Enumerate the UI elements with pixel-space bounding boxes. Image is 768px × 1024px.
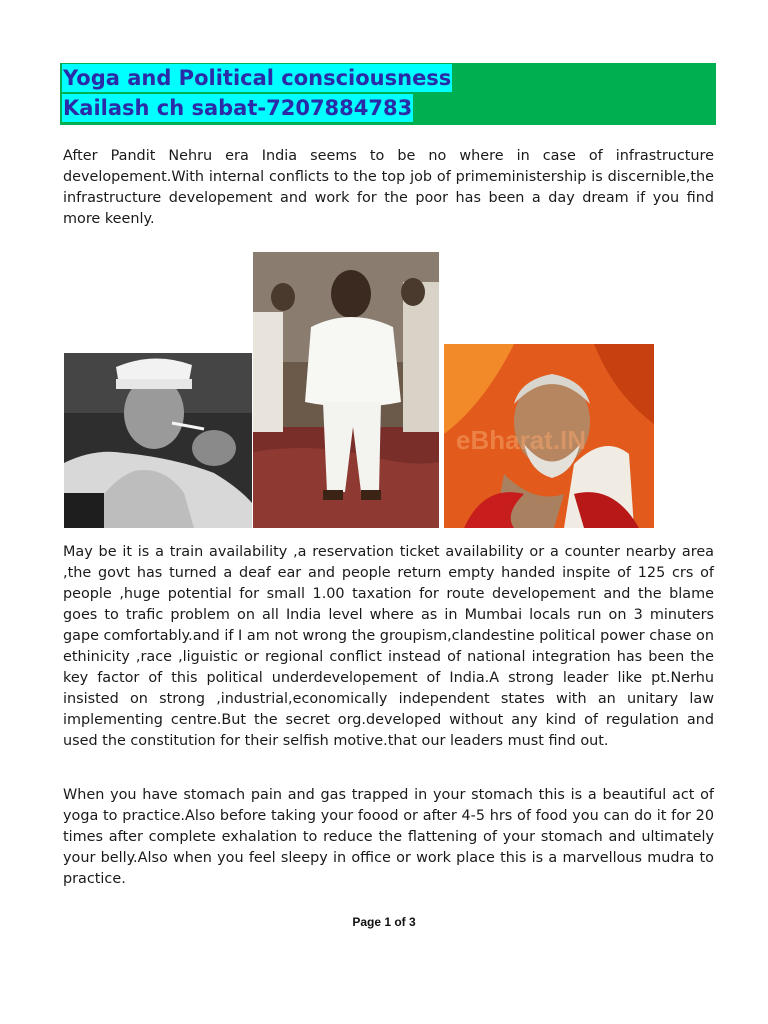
photo-leader-walking bbox=[253, 252, 439, 528]
author-line: Kailash ch sabat-7207884783 bbox=[63, 96, 413, 120]
page-number: Page 1 of 3 bbox=[352, 915, 416, 929]
photo-leader-thinking bbox=[444, 344, 654, 528]
paragraph-yoga: When you have stomach pain and gas trapped in your stomach this is a beautiful act of yoga to practice.Also before taking your foood or after 4-5 hrs of food you can do it for 20 times after complete exhalation to reduce the flattening of your stomach and ultimately your belly.Also when you feel sleepy in office or work place this is a marvellous mudra to practice. bbox=[63, 787, 714, 887]
paragraph-infrastructure: May be it is a train availability ,a reservation ticket availability or a counter nearby area ,the govt has turned a deaf ear and people return empty handed inspite of 125 crs of people ,huge potential for small 1.00 taxation for route developement and the blame goes to trafic problem on all India level where as in Mumbai locals run on 3 minuters gape comfortably.and if I am not wrong the groupism,clandestine political power chase on ethinicity ,race ,liguistic or regional conflict instead of national integration has been the key factor of this political underdevelopement of India.A strong leader like pt.Nerhu insisted on strong ,industrial,economically independent states with an unitary law implementing centre.But the secret org.developed without any kind of regulation and used the constitution for their selfish motive.that our leaders must find out. bbox=[63, 544, 714, 749]
title-banner bbox=[60, 63, 716, 125]
photo-nehru bbox=[64, 353, 252, 528]
document-title: Yoga and Political consciousness bbox=[63, 66, 452, 90]
paragraph-intro: After Pandit Nehru era India seems to be no where in case of infrastructure developement.With internal conflicts to the top job of primeministership is discernible,the infrastructure developement and work for the poor has been a day dream if you find more keenly. bbox=[63, 148, 714, 227]
watermark-text: eBharat.IN bbox=[456, 425, 587, 455]
